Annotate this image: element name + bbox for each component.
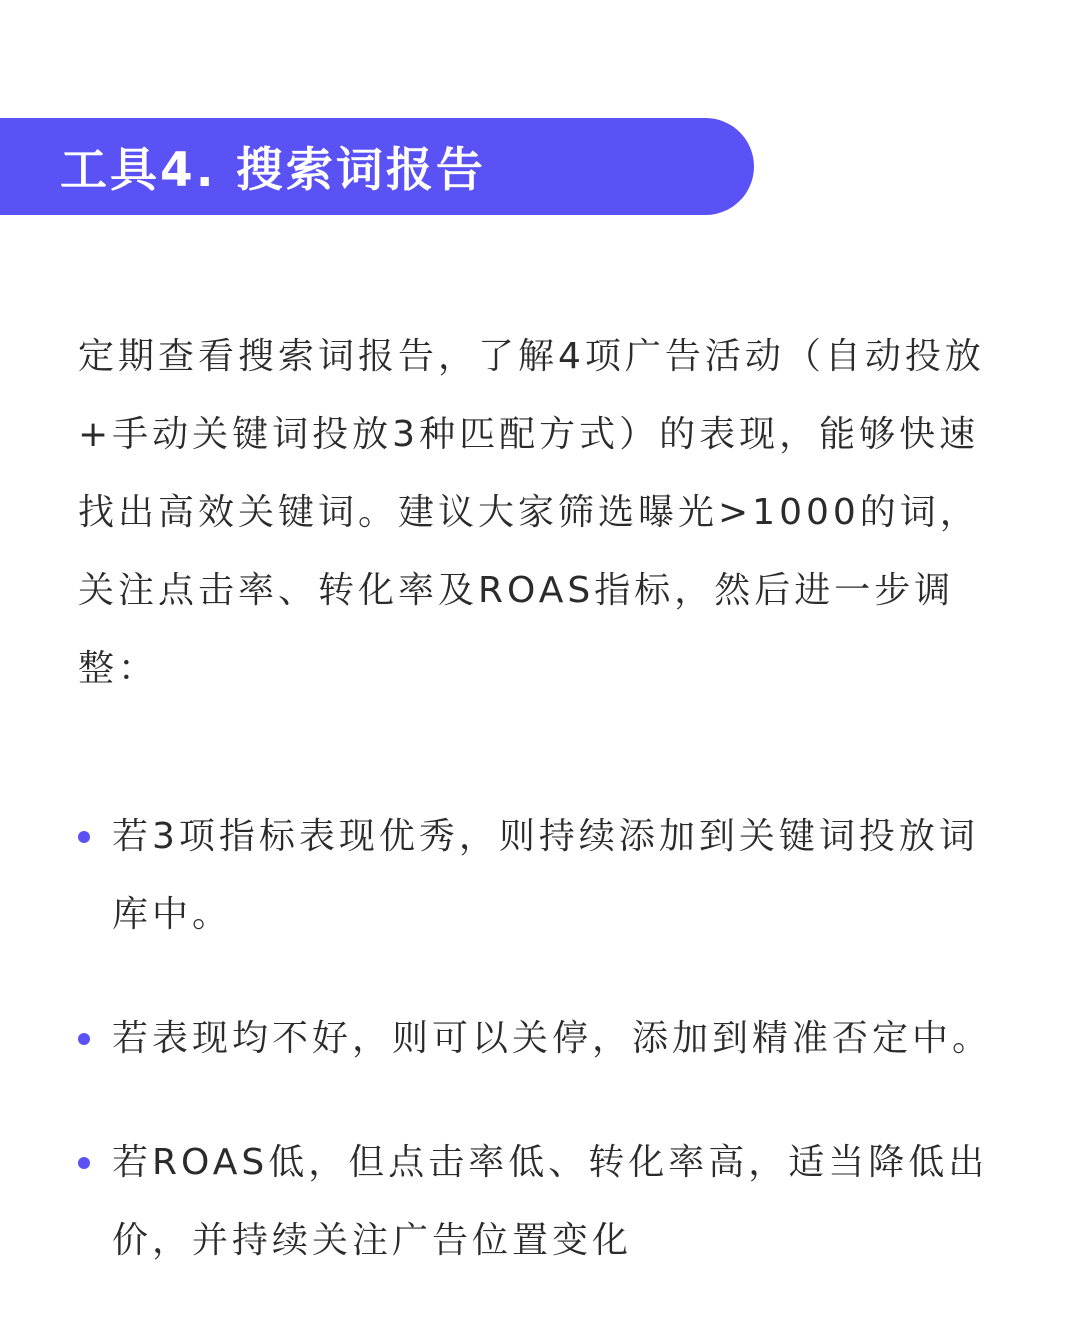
- intro-paragraph: 定期查看搜索词报告，了解4项广告活动（自动投放+手动关键词投放3种匹配方式）的表现，能够快速找出高效关键词。建议大家筛选曝光>1000的词，关注点击率、转化率及ROAS指标，然后进一步调整：: [78, 336, 985, 689]
- list-item: [78, 798, 1018, 954]
- list-item: [78, 1124, 1018, 1280]
- tip-text: 若表现均不好，则可以关停，添加到精准否定中。: [112, 1018, 993, 1059]
- list-item: [78, 1000, 1018, 1078]
- page-title: 工具4. 搜索词报告: [60, 143, 486, 198]
- tip-text: 若3项指标表现优秀，则持续添加到关键词投放词库中。: [112, 816, 979, 935]
- bullet-icon: [78, 1033, 90, 1045]
- bullet-icon: [78, 1157, 90, 1169]
- bullet-icon: [78, 831, 90, 843]
- tip-text: 若ROAS低，但点击率低、转化率高，适当降低出价，并持续关注广告位置变化: [112, 1142, 989, 1261]
- tips-list: [78, 798, 1018, 1280]
- title-banner: [0, 118, 754, 215]
